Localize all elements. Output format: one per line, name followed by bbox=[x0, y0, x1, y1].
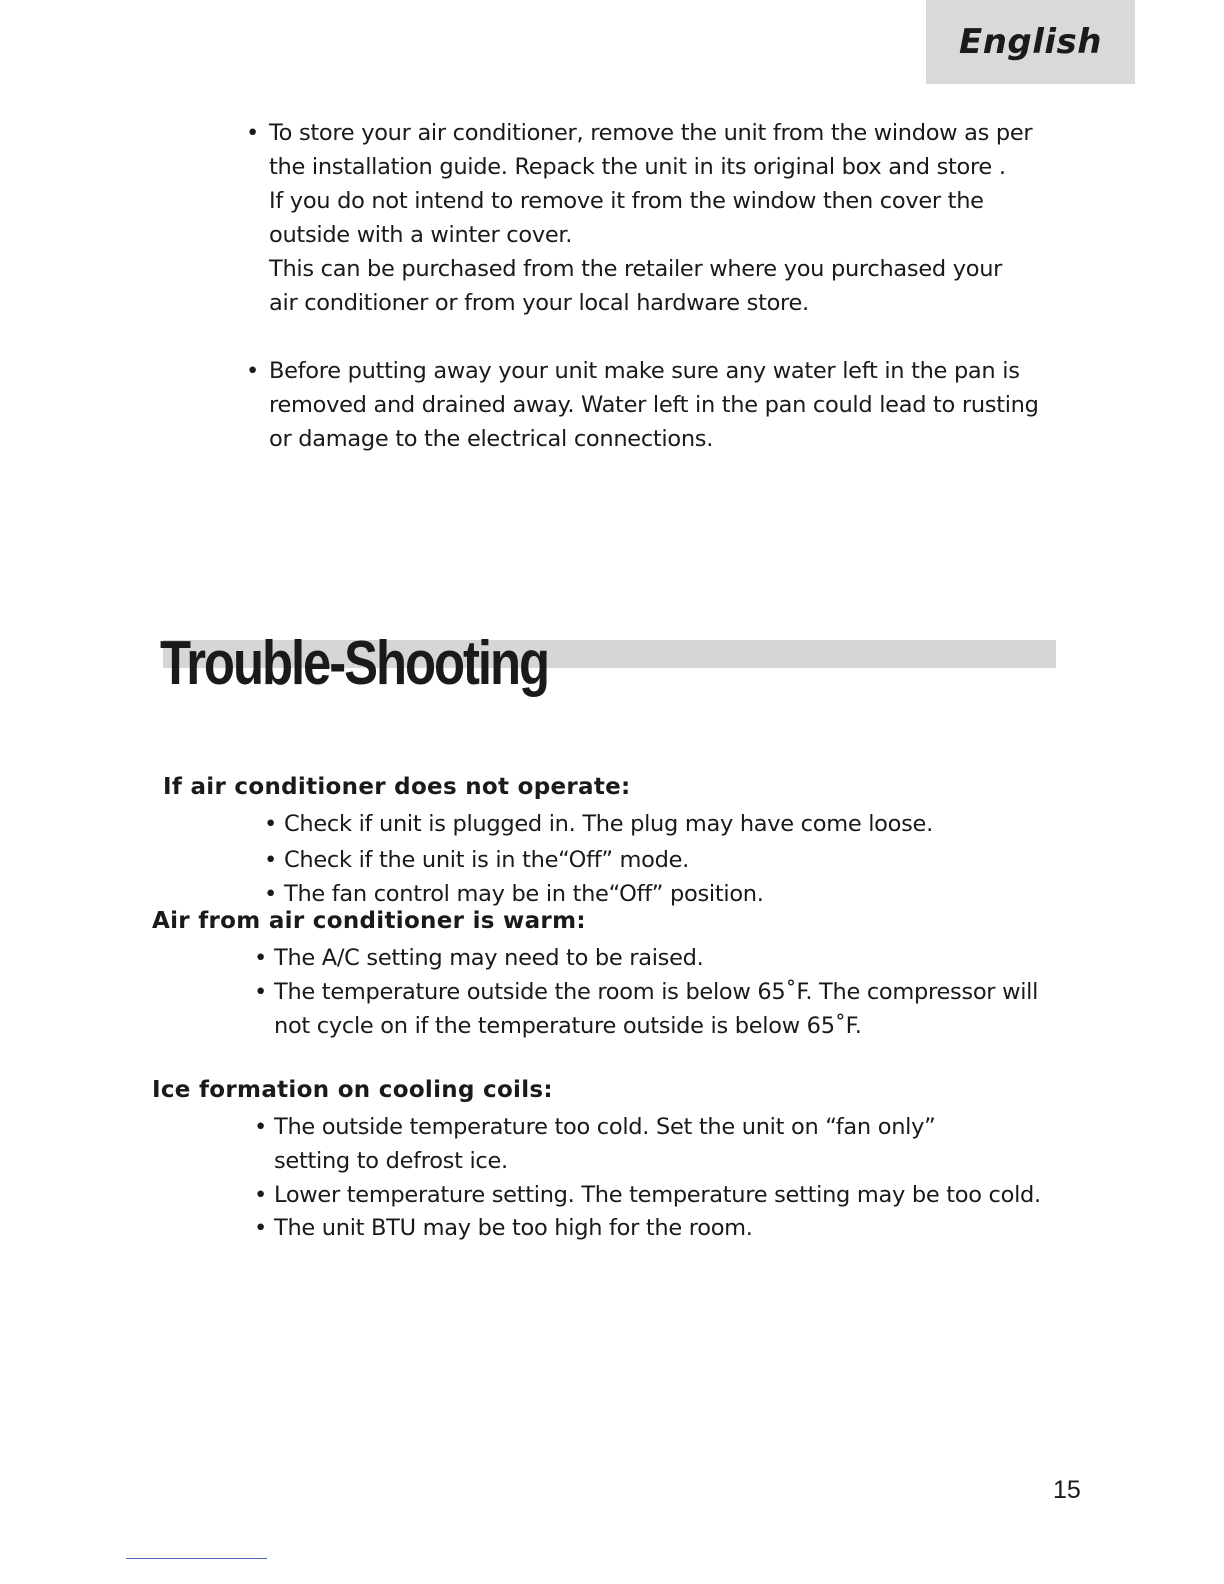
bullet-dot: • bbox=[254, 1182, 267, 1208]
text-line: The fan control may be in the“Off” position. bbox=[284, 881, 764, 907]
text-line: Check if unit is plugged in. The plug may have come loose. bbox=[284, 811, 933, 837]
storage-bullet-1 bbox=[246, 116, 1046, 320]
bullet-dot: • bbox=[254, 979, 267, 1005]
text-line: Check if the unit is in the“Off” mode. bbox=[284, 847, 690, 873]
text-line: The temperature outside the room is below 65˚F. The compressor will bbox=[274, 979, 1039, 1005]
text-line: Lower temperature setting. The temperature setting may be too cold. bbox=[274, 1182, 1041, 1208]
list-item bbox=[264, 877, 764, 911]
bullet-dot: • bbox=[246, 120, 259, 146]
bullet-dot: • bbox=[254, 945, 267, 971]
heading-ice-formation: Ice formation on cooling coils: bbox=[152, 1077, 553, 1103]
text-line: Before putting away your unit make sure any water left in the pan is bbox=[269, 358, 1020, 384]
text-line: or damage to the electrical connections. bbox=[269, 426, 714, 452]
bullet-dot: • bbox=[254, 1114, 267, 1140]
text-line: To store your air conditioner, remove the unit from the window as per bbox=[269, 120, 1033, 146]
footer-rule bbox=[126, 1558, 267, 1559]
text-line: removed and drained away. Water left in the pan could lead to rusting bbox=[269, 392, 1039, 418]
storage-bullet-2 bbox=[246, 354, 1046, 456]
bullet-dot: • bbox=[264, 881, 277, 907]
storage-instructions bbox=[246, 116, 1046, 456]
text-line: outside with a winter cover. bbox=[269, 222, 573, 248]
text-line: air conditioner or from your local hardware store. bbox=[269, 290, 809, 316]
page-number: 15 bbox=[1053, 1476, 1081, 1504]
bullet-dot: • bbox=[254, 1215, 267, 1241]
text-line: the installation guide. Repack the unit in its original box and store . bbox=[269, 154, 1006, 180]
text-line: This can be purchased from the retailer where you purchased your bbox=[269, 256, 1003, 282]
list-item bbox=[254, 975, 1038, 1043]
bullet-dot: • bbox=[264, 847, 277, 873]
language-tab bbox=[926, 0, 1135, 84]
text-line: The A/C setting may need to be raised. bbox=[274, 945, 704, 971]
text-line: not cycle on if the temperature outside is below 65˚F. bbox=[274, 1013, 862, 1039]
bullet-dot: • bbox=[264, 811, 277, 837]
text-line: If you do not intend to remove it from the window then cover the bbox=[269, 188, 984, 214]
section-title: Trouble-Shooting bbox=[160, 629, 548, 698]
list-item bbox=[254, 1110, 935, 1178]
list-item bbox=[254, 941, 703, 975]
heading-not-operate: If air conditioner does not operate: bbox=[163, 774, 631, 800]
list-item bbox=[254, 1211, 753, 1245]
bullet-dot: • bbox=[246, 358, 259, 384]
language-label: English bbox=[958, 22, 1103, 62]
text-line: The unit BTU may be too high for the room. bbox=[274, 1215, 753, 1241]
text-line: setting to defrost ice. bbox=[274, 1148, 508, 1174]
text-line: The outside temperature too cold. Set the unit on “fan only” bbox=[274, 1114, 936, 1140]
list-item bbox=[264, 807, 933, 841]
list-item bbox=[264, 843, 689, 877]
heading-air-warm: Air from air conditioner is warm: bbox=[152, 908, 586, 934]
list-item bbox=[254, 1178, 1041, 1212]
